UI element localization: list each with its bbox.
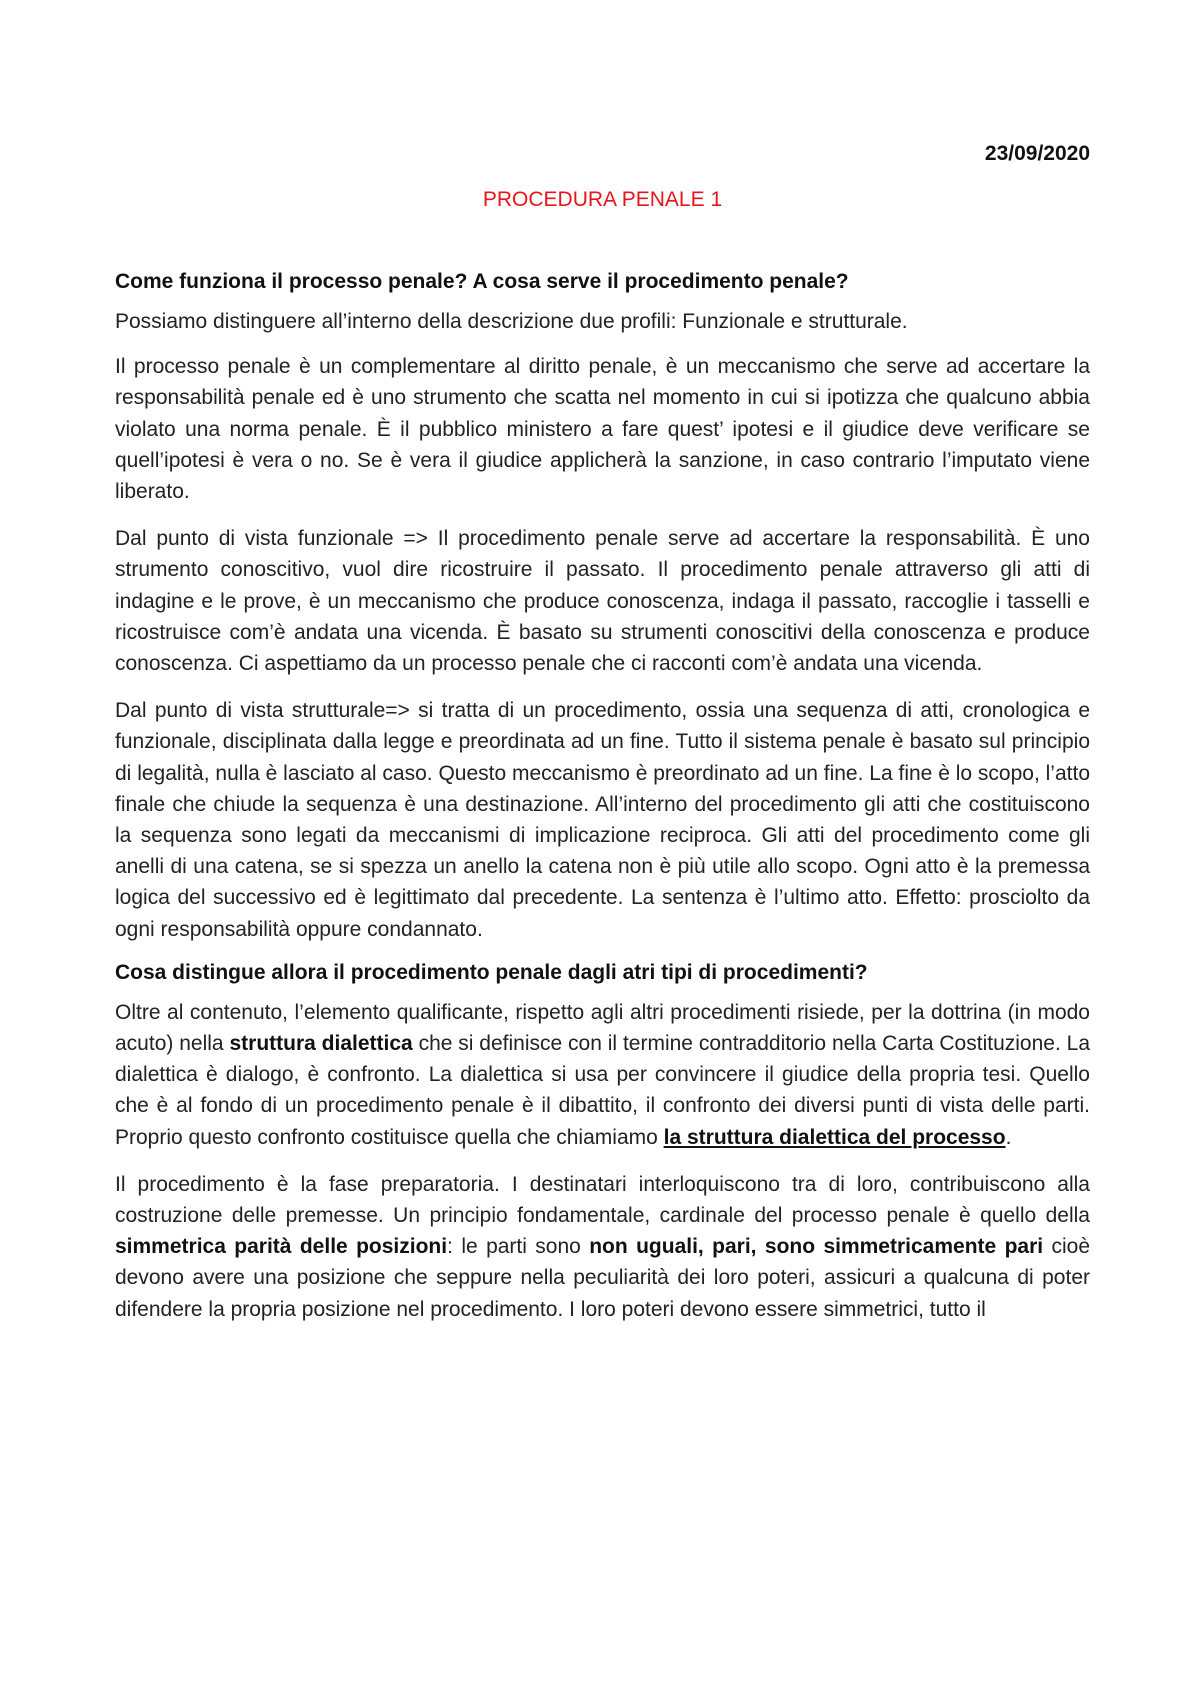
paragraph-parita-posizioni xyxy=(115,1169,1090,1325)
paragraph-processo-penale: Il processo penale è un complementare al diritto penale, è un meccanismo che serve ad accertare la responsabilità penale ed è uno strumento che scatta nel momento in cui si ipotizza che qualcuno abbia violato una norma penale. È il pubblico ministero a fare quest’ ipotesi e il giudice deve verificare se quell’ipotesi è vera o no. Se è vera il giudice applicherà la sanzione, in caso contrario l’imputato viene liberato. xyxy=(115,355,1090,504)
text-span: cioè devono avere una posizione che seppure nella peculiarità dei loro poteri, assicuri a qualcuna di poter difendere la propria posizione nel procedimento. I loro poteri devono essere simmetrici, tutto il xyxy=(115,1235,1091,1321)
bold-term: simmetrica parità delle posizioni xyxy=(115,1235,448,1259)
document-date: 23/09/2020 xyxy=(984,142,1090,165)
paragraph-funzionale: Dal punto di vista funzionale => Il procedimento penale serve ad accertare la responsabilità. È uno strumento conoscitivo, vuol dire ricostruire il passato. Il procedimento penale attraverso gli atti di indagine e le prove, è un meccanismo che produce conoscenza, indaga il passato, raccoglie i tasselli e ricostruisce com’è andata una vicenda. È basato su strumenti conoscitivi della conoscenza e produce conoscenza. Ci aspettiamo da un processo penale che ci racconti com’è andata una vicenda. xyxy=(115,527,1090,676)
text-span: che si definisce con il termine contradditorio nella Carta Costituzione. La dialettica è dialogo, è confronto. La dialettica si usa per convincere il giudice della propria tesi. Quello che è al fondo di un procedimento penale è il dibattito, il confronto dei diversi punti di vista delle parti. Proprio questo confronto costituisce quella che chiamiamo xyxy=(115,1032,1090,1149)
text-span: : le parti sono xyxy=(447,1235,590,1259)
section-heading-2: Cosa distingue allora il procedimento penale dagli atri tipi di procedimenti? xyxy=(115,960,868,984)
paragraph-profiles: Possiamo distinguere all’interno della descrizione due profili: Funzionale e strutturale. xyxy=(115,310,908,333)
text-span: Oltre al contenuto, l’elemento qualificante, rispetto agli altri procedimenti risiede, per la dottrina (in modo acuto) nella xyxy=(115,1000,1090,1056)
bold-term: struttura dialettica xyxy=(229,1032,413,1056)
section-heading-1: Come funziona il processo penale? A cosa serve il procedimento penale? xyxy=(115,270,849,293)
bold-underlined-term: la struttura dialettica del processo xyxy=(663,1125,1006,1149)
paragraph-struttura-dialettica xyxy=(115,997,1090,1153)
bold-term: non uguali, pari, sono simmetricamente pari xyxy=(589,1235,1044,1259)
paragraph-strutturale: Dal punto di vista strutturale=> si tratta di un procedimento, ossia una sequenza di atti, cronologica e funzionale, disciplinata dalla legge e preordinata ad un fine. Tutto il sistema penale è basato sul principio di legalità, nulla è lasciato al caso. Questo meccanismo è preordinato ad un fine. La fine è lo scopo, l’atto finale che chiude la sequenza è una destinazione. All’interno del procedimento gli atti che costituiscono la sequenza sono legati da meccanismi di implicazione reciproca. Gli atti del procedimento come gli anelli di una catena, se si spezza un anello la catena non è più utile allo scopo. Ogni atto è la premessa logica del successivo ed è legittimato dal precedente. La sentenza è l’ultimo atto. Effetto: prosciolto da ogni responsabilità oppure condannato. xyxy=(115,699,1090,941)
text-span: . xyxy=(1005,1125,1012,1149)
text-span: Il procedimento è la fase preparatoria. I destinatari interloquiscono tra di loro, contribuiscono alla costruzione delle premesse. Un principio fondamentale, cardinale del processo penale è quello della xyxy=(115,1172,1090,1228)
document-title: PROCEDURA PENALE 1 xyxy=(482,188,723,211)
